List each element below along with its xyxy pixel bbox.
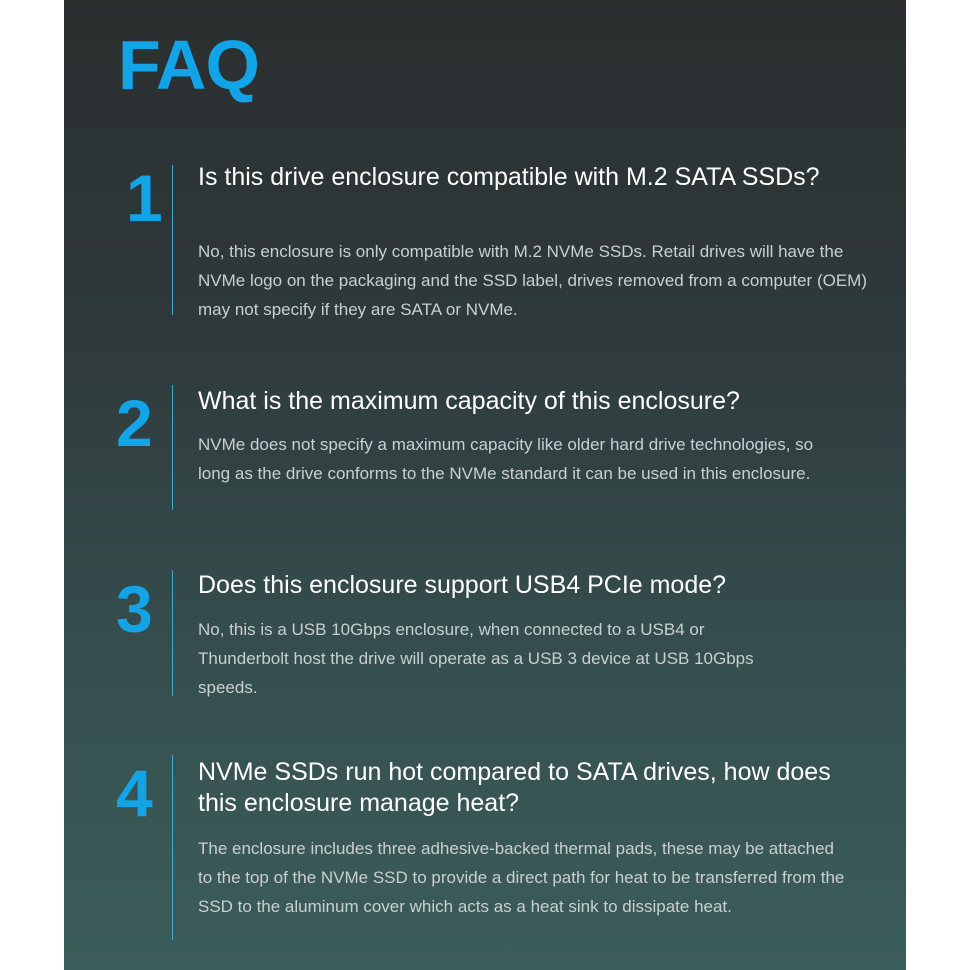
faq-question: Is this drive enclosure compatible with M.2 SATA SSDs? xyxy=(198,163,820,191)
faq-answer: The enclosure includes three adhesive-backed thermal pads, these may be attached to the top of the NVMe SSD to provide a direct path for heat to be transferred from the SSD to the aluminum cover which acts as a heat sink to dissipate heat. xyxy=(198,839,845,916)
faq-question: What is the maximum capacity of this enclosure? xyxy=(198,387,740,415)
faq-panel xyxy=(64,0,906,970)
faq-answer: No, this enclosure is only compatible with M.2 NVMe SSDs. Retail drives will have the NVMe logo on the packaging and the SSD label, drives removed from a computer (OEM) may not specify if they are SATA or NVMe. xyxy=(198,242,867,319)
divider-line xyxy=(172,385,173,510)
divider-line xyxy=(172,570,173,696)
faq-number: 3 xyxy=(116,572,153,646)
faq-number: 4 xyxy=(116,756,153,830)
faq-question: Does this enclosure support USB4 PCIe mode? xyxy=(198,571,727,599)
faq-answer: No, this is a USB 10Gbps enclosure, when connected to a USB4 or Thunderbolt host the drive will operate as a USB 3 device at USB 10Gbps speeds. xyxy=(198,620,754,697)
faq-answer: NVMe does not specify a maximum capacity like older hard drive technologies, so long as the drive conforms to the NVMe standard it can be used in this enclosure. xyxy=(198,435,814,483)
divider-line xyxy=(172,755,173,940)
faq-number: 2 xyxy=(116,386,153,460)
faq-number: 1 xyxy=(126,161,163,235)
divider-line xyxy=(172,165,173,315)
faq-question: NVMe SSDs run hot compared to SATA drives, how does this enclosure manage heat? xyxy=(198,758,831,817)
page-title: FAQ xyxy=(118,26,259,104)
